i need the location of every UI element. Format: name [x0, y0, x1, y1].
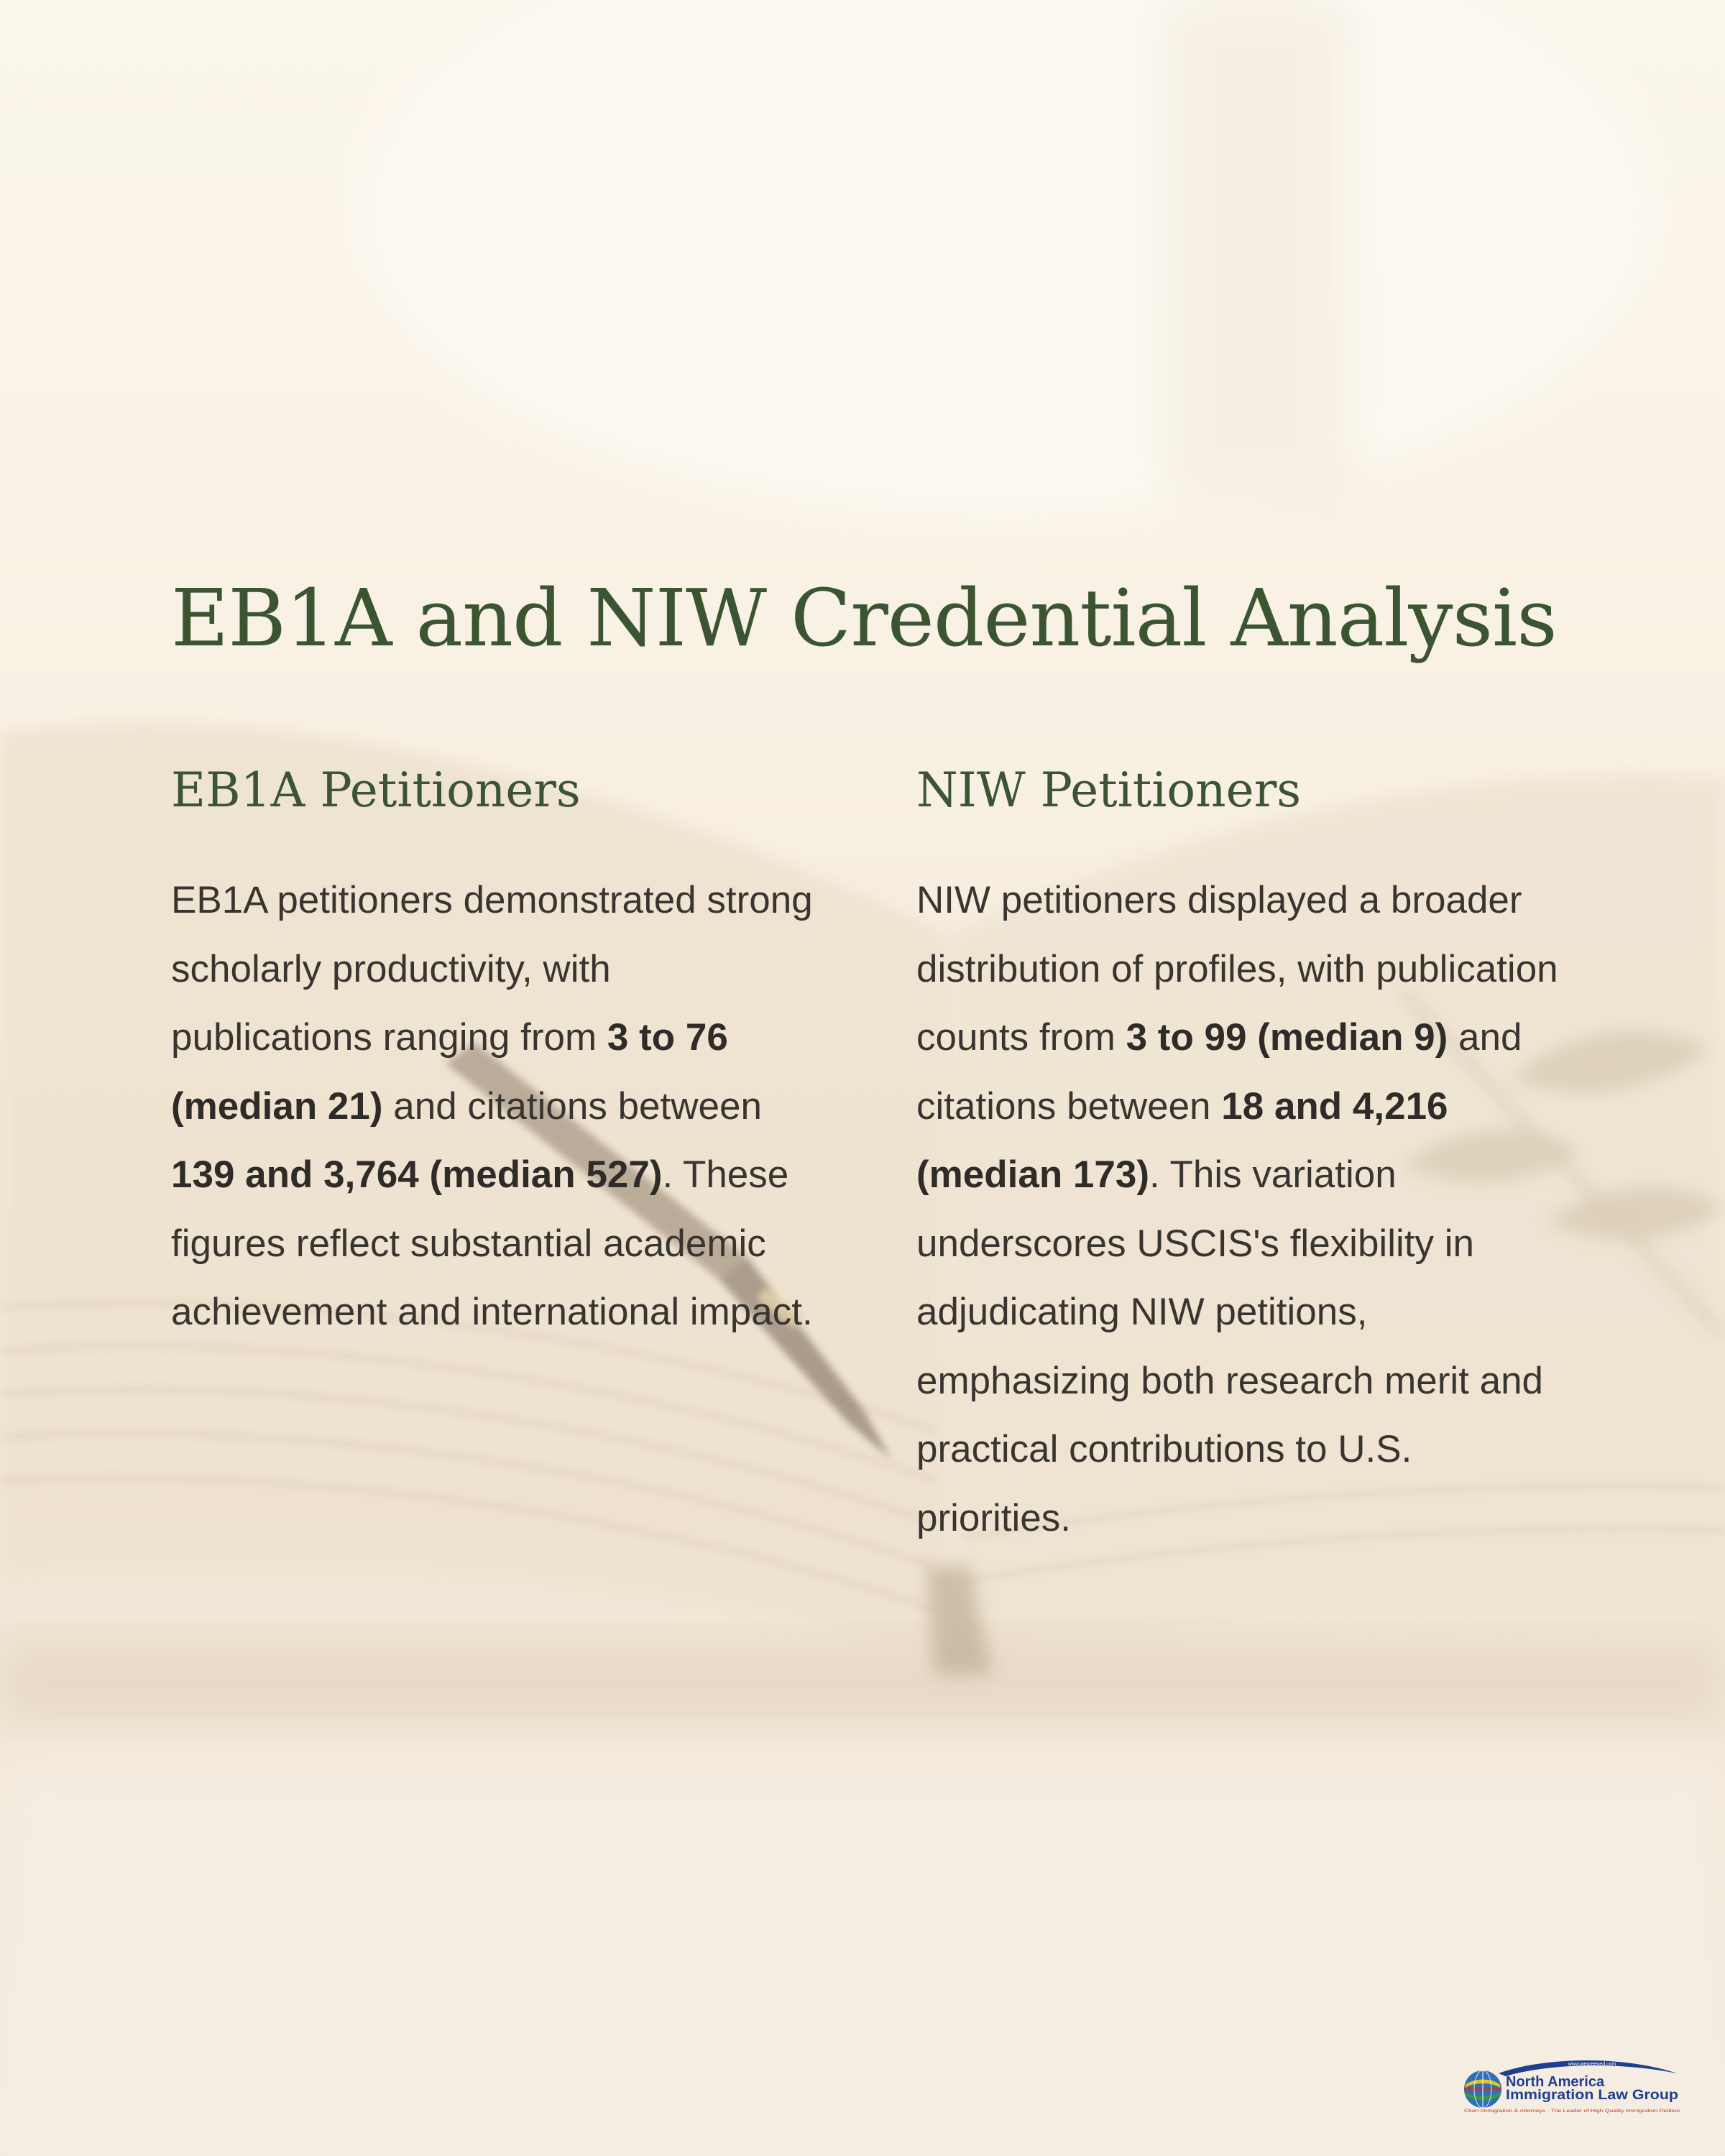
eb1a-text-3: . These figures reflect substantial academic achievement and international impact.	[171, 1153, 813, 1333]
company-logo	[1455, 2052, 1685, 2116]
niw-heading: NIW Petitioners	[916, 763, 1302, 818]
eb1a-citations-range: 139 and 3,764 (median 527)	[171, 1153, 663, 1196]
globe-icon	[1464, 2070, 1501, 2108]
niw-text-3: . This variation underscores USCIS's flexibility in adjudicating NIW petitions, emphasizing both research merit and practical contributions to U.S. priorities.	[916, 1153, 1544, 1539]
niw-column	[916, 755, 1563, 1552]
niw-text-2: and citations between	[916, 1016, 1522, 1128]
eb1a-paragraph	[171, 866, 818, 1347]
eb1a-heading: EB1A Petitioners	[171, 763, 581, 818]
eb1a-text-2: and citations between	[382, 1084, 762, 1128]
niw-citations-range: 18 and 4,216 (median 173)	[916, 1084, 1448, 1196]
niw-publications-range: 3 to 99 (median 9)	[1126, 1016, 1448, 1059]
eb1a-text-1: EB1A petitioners demonstrated strong scholarly productivity, with publications ranging from	[171, 879, 813, 1059]
niw-paragraph	[916, 866, 1563, 1552]
eb1a-column	[171, 755, 818, 1347]
logo-tagline: Chen Immigration & Attorneys · The Leader of High Quality Immigration Petition	[1464, 2109, 1680, 2114]
niw-text-1: NIW petitioners displayed a broader distribution of profiles, with publication counts from	[916, 879, 1558, 1059]
eb1a-publications-range: 3 to 76 (median 21)	[171, 1016, 728, 1128]
logo-line1: North America	[1506, 2074, 1605, 2090]
page-title: EB1A and NIW Credential Analysis	[171, 572, 1557, 664]
logo-url: www.wegreened.com	[1568, 2062, 1616, 2067]
logo-line2: Immigration Law Group	[1506, 2088, 1678, 2103]
